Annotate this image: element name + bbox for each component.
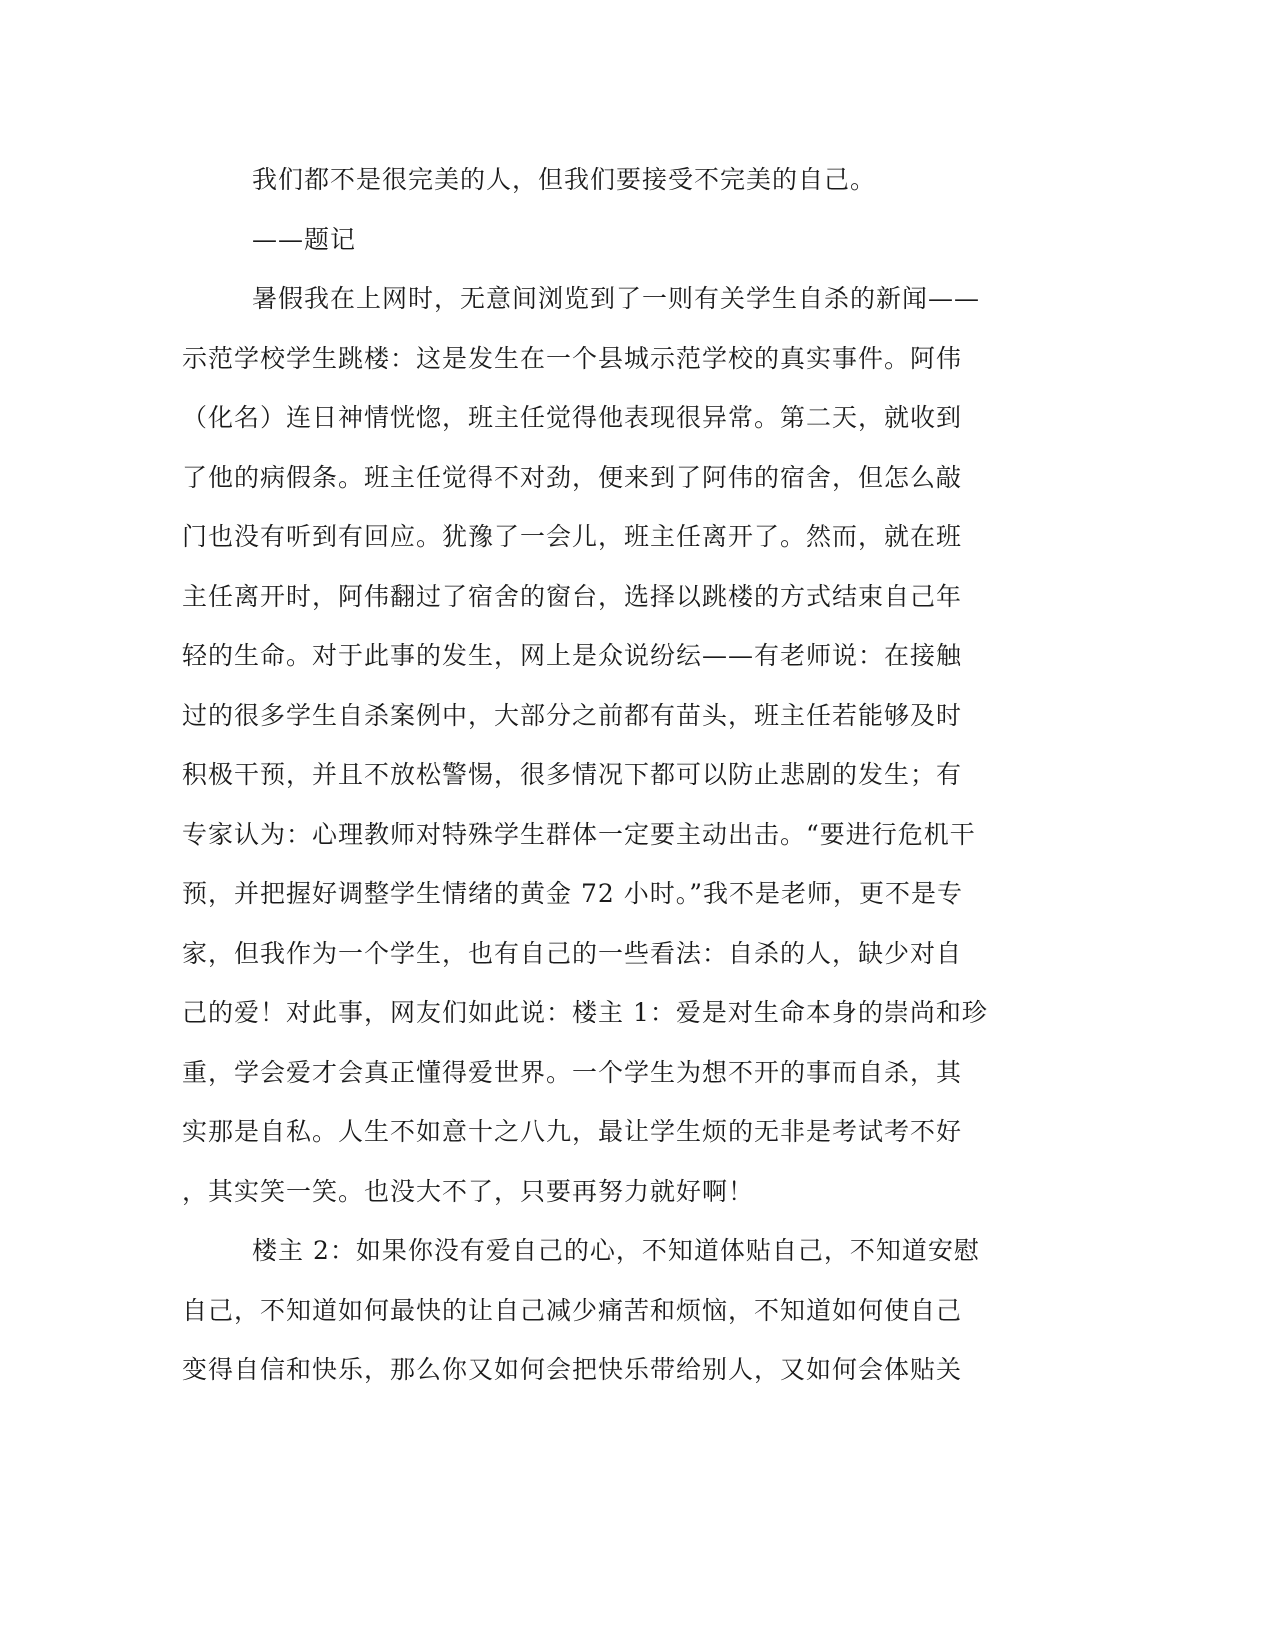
epigraph: 我们都不是很完美的人，但我们要接受不完美的自己。 bbox=[252, 165, 877, 194]
paragraph-line: 重，学会爱才会真正懂得爱世界。一个学生为想不开的事而自杀，其 bbox=[182, 1057, 963, 1087]
paragraph-line: 己的爱！对此事，网友们如此说：楼主 1：爱是对生命本身的崇尚和珍 bbox=[182, 998, 988, 1027]
paragraph-2 bbox=[182, 1221, 1027, 1400]
paragraph-line: 门也没有听到有回应。犹豫了一会儿，班主任离开了。然而，就在班 bbox=[182, 522, 963, 551]
paragraph-line: 楼主 2：如果你没有爱自己的心，不知道体贴自己，不知道安慰 bbox=[252, 1236, 980, 1265]
paragraph-line: 积极干预，并且不放松警惕，很多情况下都可以防止悲剧的发生；有 bbox=[182, 760, 963, 789]
paragraph-line: 专家认为：心理教师对特殊学生群体一定要主动出击。“要进行危机干 bbox=[182, 819, 976, 849]
paragraph-line: 过的很多学生自杀案例中，大部分之前都有苗头，班主任若能够及时 bbox=[182, 700, 963, 730]
paragraph-line: 主任离开时，阿伟翻过了宿舍的窗台，选择以跳楼的方式结束自己年 bbox=[182, 581, 963, 611]
document-body bbox=[182, 150, 1027, 1400]
paragraph-line: 家，但我作为一个学生，也有自己的一些看法：自杀的人，缺少对自 bbox=[182, 938, 963, 968]
paragraph-line: （化名）连日神情恍惚，班主任觉得他表现很异常。第二天，就收到 bbox=[182, 403, 963, 432]
epigraph-attribution: ——题记 bbox=[252, 224, 357, 254]
paragraph-line: 预，并把握好调整学生情绪的黄金 72 小时。”我不是老师，更不是专 bbox=[182, 879, 963, 908]
paragraph-1 bbox=[182, 269, 1027, 1221]
paragraph-line: 轻的生命。对于此事的发生，网上是众说纷纭——有老师说：在接触 bbox=[182, 641, 963, 670]
paragraph-line: ，其实笑一笑。也没大不了，只要再努力就好啊！ bbox=[182, 1176, 755, 1206]
paragraph-line: 自己，不知道如何最快的让自己减少痛苦和烦恼，不知道如何使自己 bbox=[182, 1295, 963, 1325]
paragraph-line: 了他的病假条。班主任觉得不对劲，便来到了阿伟的宿舍，但怎么敲 bbox=[182, 462, 963, 492]
paragraph-line: 示范学校学生跳楼：这是发生在一个县城示范学校的真实事件。阿伟 bbox=[182, 343, 963, 373]
paragraph-line: 暑假我在上网时，无意间浏览到了一则有关学生自杀的新闻—— bbox=[252, 284, 981, 313]
paragraph-line: 变得自信和快乐，那么你又如何会把快乐带给别人，又如何会体贴关 bbox=[182, 1355, 963, 1384]
paragraph-line: 实那是自私。人生不如意十之八九，最让学生烦的无非是考试考不好 bbox=[182, 1117, 963, 1146]
